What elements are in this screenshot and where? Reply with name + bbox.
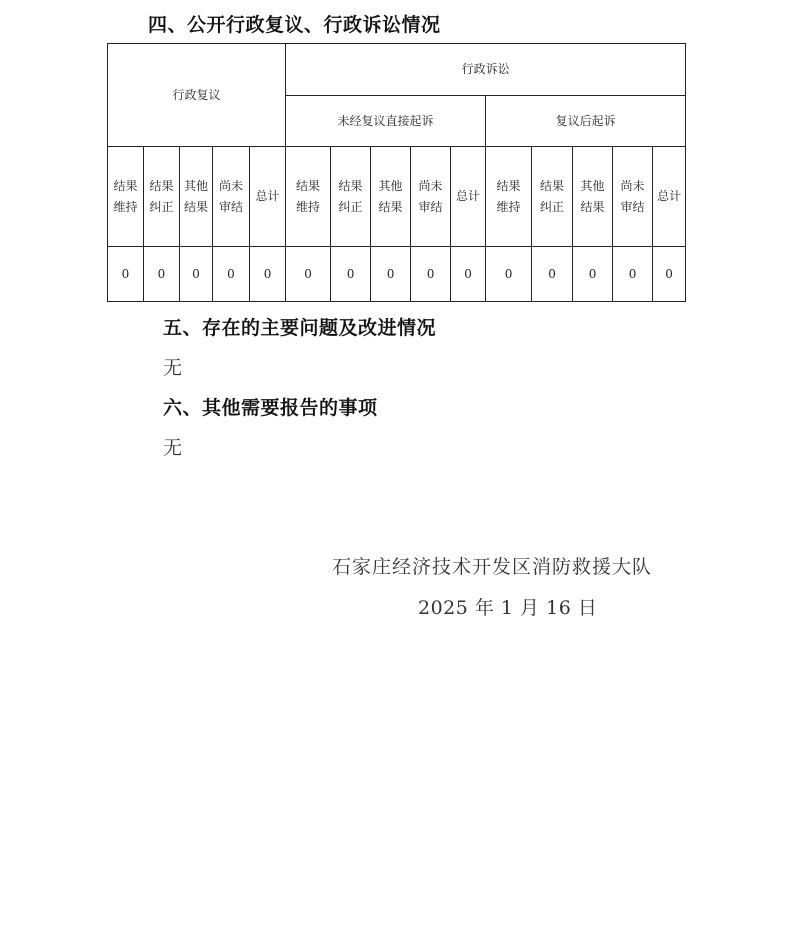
value-cell: 0 — [411, 247, 451, 302]
value-cell: 0 — [286, 247, 331, 302]
value-cell: 0 — [371, 247, 411, 302]
col-correct: 结果 纠正 — [331, 147, 371, 247]
col-total: 总计 — [653, 147, 686, 247]
section6-title: 六、其他需要报告的事项 — [163, 397, 378, 419]
value-cell: 0 — [331, 247, 371, 302]
section5-title: 五、存在的主要问题及改进情况 — [163, 317, 437, 339]
col-other: 其他 结果 — [180, 147, 213, 247]
admin-litigation-header: 行政诉讼 — [286, 44, 686, 96]
value-cell: 0 — [451, 247, 486, 302]
value-cell: 0 — [653, 247, 686, 302]
value-cell: 0 — [213, 247, 250, 302]
value-cell: 0 — [613, 247, 653, 302]
col-correct: 结果 纠正 — [532, 147, 573, 247]
value-cell: 0 — [144, 247, 180, 302]
section6-body: 无 — [163, 437, 183, 459]
direct-suit-header: 未经复议直接起诉 — [286, 96, 486, 147]
signature-date: 2025 年 1 月 16 日 — [418, 597, 598, 619]
review-litigation-table — [107, 43, 686, 302]
col-total: 总计 — [250, 147, 286, 247]
section4-title: 四、公开行政复议、行政诉讼情况 — [148, 14, 441, 36]
col-other: 其他 结果 — [371, 147, 411, 247]
section5-body: 无 — [163, 357, 183, 379]
col-maintain: 结果 维持 — [108, 147, 144, 247]
value-cell: 0 — [180, 247, 213, 302]
col-maintain: 结果 维持 — [486, 147, 532, 247]
value-cell: 0 — [486, 247, 532, 302]
admin-review-header: 行政复议 — [108, 44, 286, 147]
col-maintain: 结果 维持 — [286, 147, 331, 247]
col-correct: 结果 纠正 — [144, 147, 180, 247]
after-review-suit-header: 复议后起诉 — [486, 96, 686, 147]
signature-org: 石家庄经济技术开发区消防救援大队 — [332, 556, 653, 578]
value-cell: 0 — [250, 247, 286, 302]
value-cell: 0 — [532, 247, 573, 302]
value-cell: 0 — [108, 247, 144, 302]
col-other: 其他 结果 — [573, 147, 613, 247]
col-pending: 尚未 审结 — [411, 147, 451, 247]
col-total: 总计 — [451, 147, 486, 247]
col-pending: 尚未 审结 — [613, 147, 653, 247]
col-pending: 尚未 审结 — [213, 147, 250, 247]
value-cell: 0 — [573, 247, 613, 302]
